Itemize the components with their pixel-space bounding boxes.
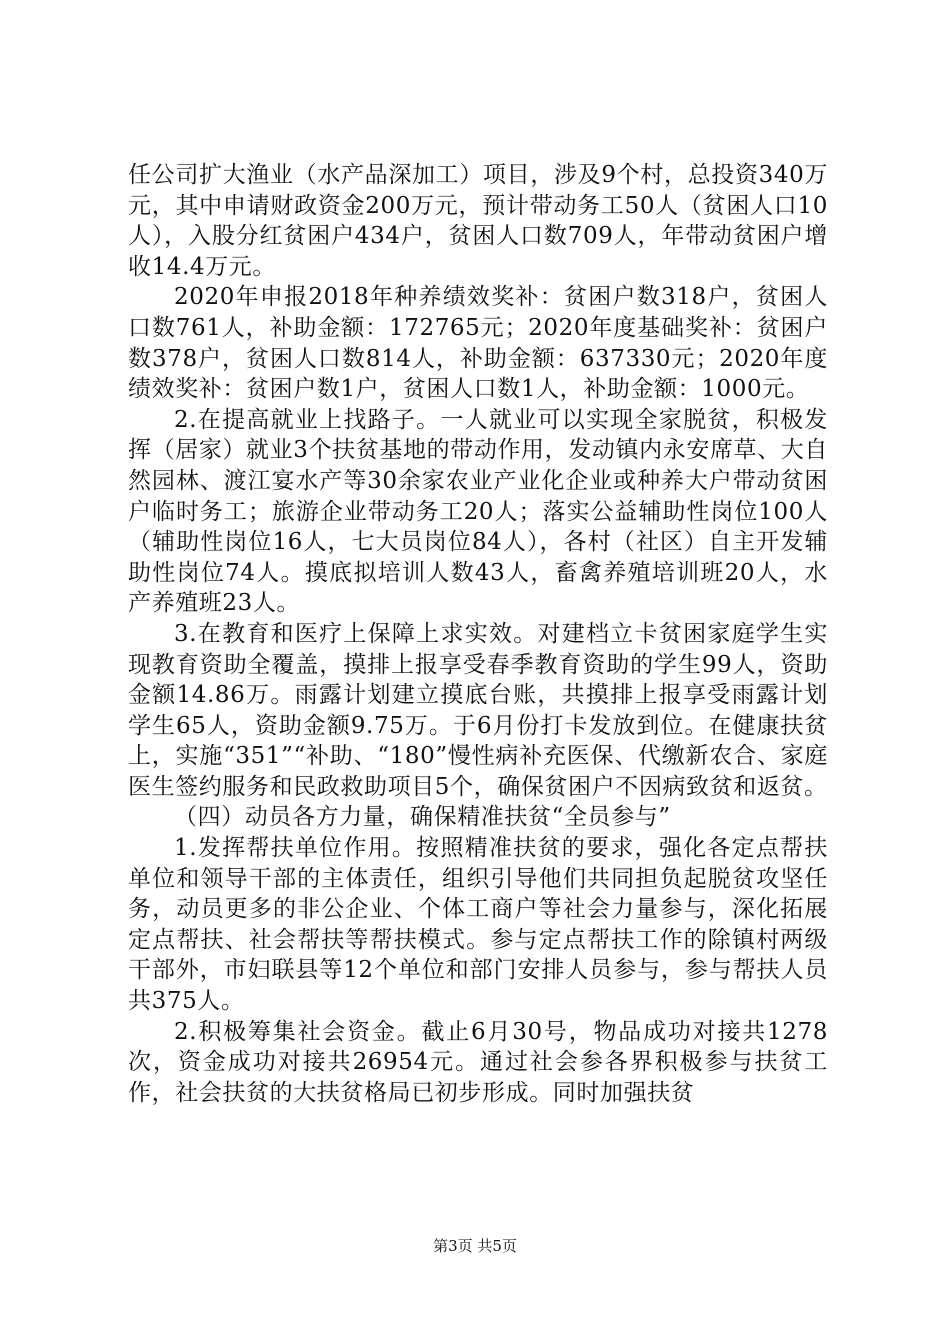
paragraph-subsidy-stats: 2020年申报2018年种养绩效奖补：贫困户数318户，贫困人口数761人，补助金额：172765元；2020年度基础奖补：贫困户数378户，贫困人口数814人，补助金额：637330元；2020年度绩效奖补：贫困户数1户，贫困人口数1人，补助金额：1000元。 [128, 284, 828, 403]
paragraph-education-medical: 3.在教育和医疗上保障上求实效。对建档立卡贫困家庭学生实现教育资助全覆盖，摸排上报享受春季教育资助的学生99人，资助金额14.86万。雨露计划建立摸底台账，共摸排上报享受雨露计划学生65人，资助金额9.75万。于6月份打卡发放到位。在健康扶贫上，实施“351”“补助、“180”慢性病补充医保、代缴新农合、家庭医生签约服务和民政救助项目5个，确保贫困户不因病致贫和返贫。 [128, 620, 828, 800]
paragraph-employment: 2.在提高就业上找路子。一人就业可以实现全家脱贫，积极发挥（居家）就业3个扶贫基地的带动作用，发动镇内永安席草、大自然园林、渡江宴水产等30余家农业产业化企业或种养大户带动贫困户临时务工；旅游企业带动务工20人；落实公益辅助性岗位100人（辅助性岗位16人，七大员岗位84人），各村（社区）自主开发辅助性岗位74人。摸底拟培训人数43人，畜禽养殖培训班20人，水产养殖班23人。 [128, 406, 828, 617]
page-number-footer: 第3页 共5页 [433, 1237, 517, 1255]
paragraph-continuation: 任公司扩大渔业（水产品深加工）项目，涉及9个村，总投资340万元，其中申请财政资金200万元，预计带动务工50人（贫困人口10人），入股分红贫困户434户，贫困人口数709人，年带动贫困户增收14.4万元。 [128, 162, 828, 280]
document-body [128, 160, 828, 1108]
paragraph-social-funds: 2.积极筹集社会资金。截止6月30号，物品成功对接共1278次，资金成功对接共26954元。通过社会参各界积极参与扶贫工作，社会扶贫的大扶贫格局已初步形成。同时加强扶贫 [128, 1018, 828, 1106]
section-heading: （四）动员各方力量，确保精准扶贫“全员参与” [174, 804, 671, 831]
paragraph-assistance-units: 1.发挥帮扶单位作用。按照精准扶贫的要求，强化各定点帮扶单位和领导干部的主体责任，组织引导他们共同担负起脱贫攻坚任务，动员更多的非公企业、个体工商户等社会力量参与，深化拓展定点帮扶、社会帮扶等帮扶模式。参与定点帮扶工作的除镇村两级干部外，市妇联县等12个单位和部门安排人员参与，参与帮扶人员共375人。 [128, 835, 828, 1015]
